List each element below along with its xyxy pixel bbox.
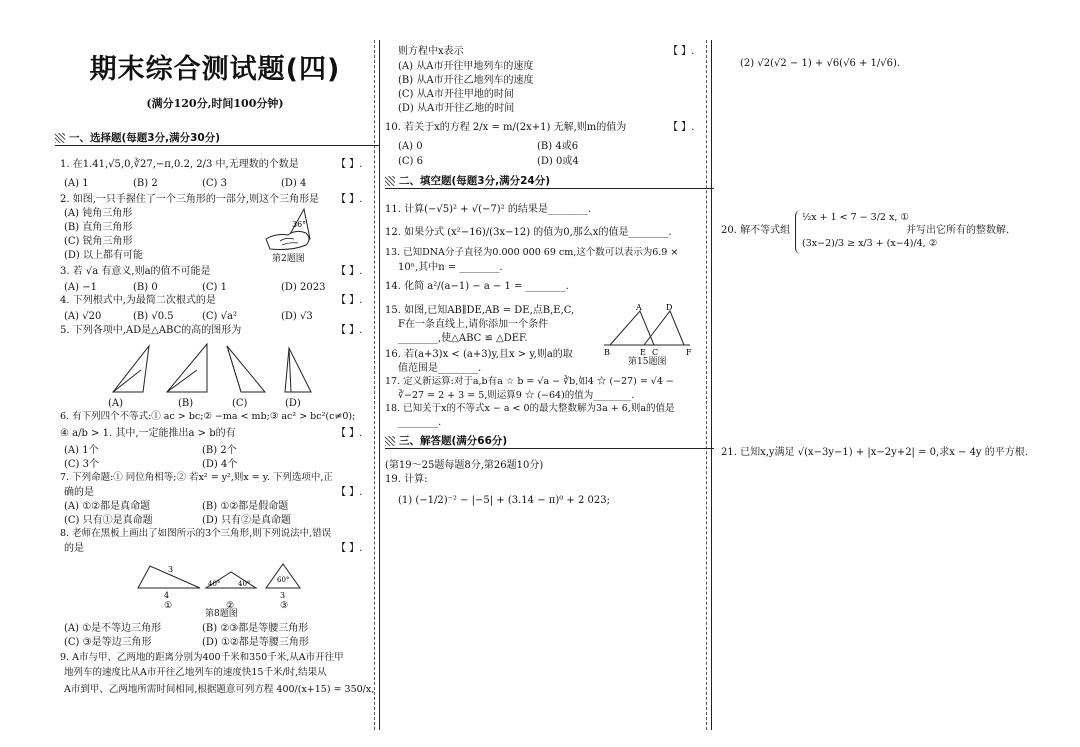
option: (D) √3: [281, 311, 313, 322]
question-20: 20. 解不等式组: [721, 225, 791, 236]
option: (A) 0: [398, 141, 423, 152]
point-label: A: [636, 303, 642, 312]
option: (C) 6: [398, 156, 423, 167]
question-9-line2: 地列车的速度比从A市开往乙地列车的速度快15千米/时,结果从: [64, 667, 327, 678]
question-7-line2: 确的是: [64, 487, 94, 498]
option: (B) 4或6: [537, 141, 579, 152]
option: (B) 直角三角形: [64, 222, 133, 233]
question-13-line2: 10ⁿ,其中n = ________.: [398, 262, 503, 273]
question-8-line2: 的是: [64, 543, 84, 554]
question-19-part1: (1) (−1/2)⁻² − |−5| + (3.14 − π)⁰ + 2 023;: [398, 495, 610, 506]
question-21: 21. 已知x,y满足 √(x−3y−1) + |x−2y+2| = 0,求x − 4y 的平方根.: [721, 447, 1028, 458]
point-label: E: [640, 348, 646, 357]
option: (B) 2个: [202, 445, 237, 456]
answer-bracket: 【 】.: [668, 122, 695, 133]
section-heading-fill: 二、填空题(每题3分,满分24分): [385, 174, 714, 189]
side-label: 4: [164, 591, 170, 600]
option: (C) 1: [202, 282, 227, 293]
option: (A) 1: [64, 178, 89, 189]
question-19: 19. 计算:: [385, 474, 428, 485]
question-15-line3: ________,使△ABC ≌ △DEF.: [398, 333, 528, 344]
question-13-line1: 13. 已知DNA分子直径为0.000 000 69 cm,这个数可以表示为6.9 ×: [385, 247, 679, 258]
question-16-line1: 16. 若(a+3)x < (a+3)y,且x > y,则a的取: [385, 349, 573, 360]
question-7-line1: 7. 下列命题:① 同位角相等;② 若x² = y²,则x = y. 下列选项中,正: [60, 472, 333, 483]
page-subtitle: (满分120分,时间100分钟): [146, 97, 284, 110]
answer-bracket: 【 】.: [336, 325, 363, 336]
question-3: 3. 若 √a 有意义,则a的值不可能是: [60, 266, 211, 277]
answer-bracket: 【 】.: [668, 46, 695, 57]
question-2: 2. 如图,一只手握住了一个三角形的一部分,则这个三角形是: [60, 194, 320, 205]
question-10: 10. 若关于x的方程 2/x = m/(2x+1) 无解,则m的值为: [385, 122, 627, 133]
question-17-line1: 17. 定义新运算:对于a,b有a ☆ b = √a − ∛b,如4 ☆ (−27) = √4 −: [385, 376, 674, 387]
triangle-label: ②: [226, 601, 235, 610]
option: (D) 从A市开往乙地的时间: [398, 103, 515, 114]
question-1: 1. 在1.41,√5,0,∛27,−π,0.2, 2/3 中,无理数的个数是: [60, 159, 299, 170]
triangle-label: ③: [280, 601, 289, 610]
option: (D) ①②都是等腰三角形: [202, 637, 309, 648]
option: (D) 4个: [202, 459, 238, 470]
answer-bracket: 【 】.: [336, 543, 363, 554]
option: (A) −1: [64, 282, 97, 293]
page-title: 期末综合测试题(四): [89, 54, 341, 85]
option: (A): [108, 398, 124, 409]
question-14: 14. 化简 a²/(a−1) − a − 1 = ________.: [385, 281, 569, 292]
option: (D) 2023: [281, 282, 326, 293]
option: (B) √0.5: [133, 311, 174, 322]
section-heading-choice: 一、选择题(每题3分,满分30分): [55, 131, 379, 146]
option: (C) √a²: [202, 311, 237, 322]
point-label: B: [604, 348, 610, 357]
angle-label: 60°: [277, 576, 290, 584]
question-15-line1: 15. 如图,已知AB∥DE,AB = DE,点B,E,C,: [385, 305, 575, 316]
point-label: F: [686, 348, 692, 357]
q15-figure: [600, 303, 700, 359]
question-18-line2: ________.: [398, 417, 442, 428]
option: (A) ①②都是真命题: [64, 501, 151, 512]
figure-caption: 第15题图: [628, 357, 667, 367]
figure-caption: 第2题图: [272, 254, 305, 264]
option: (D) 4: [281, 178, 307, 189]
option: (A) ①是不等边三角形: [64, 623, 162, 634]
question-6-line2: ④ a/b > 1. 其中,一定能推出a > b的有: [60, 428, 236, 439]
angle-label: 40°: [238, 580, 251, 588]
angle-label: 40°: [208, 580, 221, 588]
question-9-line1: 9. A市与甲、乙两地的距离分别为400千米和350千米,从A市开往甲: [60, 652, 344, 663]
option: (D): [285, 398, 301, 409]
question-20-tail: 并写出它所有的整数解.: [906, 225, 1010, 236]
option: (C) 只有①是真命题: [64, 515, 153, 526]
question-5: 5. 下列各项中,AD是△ABC的高的图形为: [60, 325, 242, 336]
answer-bracket: 【 】.: [336, 266, 363, 277]
option: (D) 以上都有可能: [64, 250, 143, 261]
option: (B) 2: [133, 178, 158, 189]
option: (C) 锐角三角形: [64, 236, 133, 247]
question-9-line4: 则方程中x表示: [398, 46, 464, 57]
option: (B) 从A市开往乙地列车的速度: [398, 75, 534, 86]
option: (B): [178, 398, 194, 409]
q5-figures: [105, 340, 325, 398]
option: (C) ③是等边三角形: [64, 637, 152, 648]
question-18-line1: 18. 已知关于x的不等式x − a < 0的最大整数解为3a + 6,则a的值是: [385, 403, 675, 414]
option: (C) 3个: [64, 459, 99, 470]
angle-label: 36°: [292, 220, 307, 229]
triangle-label: ①: [164, 601, 173, 610]
side-label: 3: [168, 565, 174, 574]
answer-bracket: 【 】.: [336, 194, 363, 205]
question-19-part2: (2) √2(√2 − 1) + √6(√6 + 1/√6).: [740, 58, 901, 69]
option: (D) 只有②是真命题: [202, 515, 291, 526]
option: (B) 0: [133, 282, 158, 293]
question-9-line3: A市到甲、乙两地所需时间相同,根据题意可列方程 400/(x+15) = 350/x,: [64, 684, 375, 695]
column-divider: [711, 40, 712, 730]
option: (B) ①②都是假命题: [202, 501, 289, 512]
fold-line: [706, 40, 707, 730]
figure-caption: 第8题图: [205, 609, 238, 619]
inequality-1: ½x + 1 < 7 − 3/2 x, ①: [802, 212, 909, 223]
question-15-line2: F在一条直线上,请你添加一个条件: [398, 319, 549, 330]
question-16-line2: 值范围是________.: [398, 363, 482, 374]
question-4: 4. 下列根式中,为最简二次根式的是: [60, 295, 216, 306]
question-12: 12. 如果分式 (x²−16)/(3x−12) 的值为0,那么x的值是________.: [385, 227, 672, 238]
option: (A) 钝角三角形: [64, 208, 133, 219]
option: (C): [232, 398, 248, 409]
q8-triangles-figure: [130, 558, 320, 610]
side-label: 3: [280, 591, 286, 600]
answer-bracket: 【 】.: [336, 295, 363, 306]
column-divider: [379, 40, 380, 730]
option: (D) 0或4: [537, 156, 579, 167]
question-8-line1: 8. 老师在黑板上画出了如图所示的3个三角形,则下列说法中,错误: [60, 528, 332, 539]
question-6-line1: 6. 有下列四个不等式:① ac > bc;② −ma < mb;③ ac² > bc²(c≠0);: [60, 411, 356, 422]
option: (A) 1个: [64, 445, 99, 456]
section-heading-solve: 三、解答题(满分66分): [385, 434, 714, 449]
option: (A) 从A市开往甲地列车的速度: [398, 61, 534, 72]
question-11: 11. 计算(−√5)² + √(−7)² 的结果是________.: [385, 204, 592, 215]
answer-bracket: 【 】.: [336, 159, 363, 170]
option: (C) 从A市开往甲地的时间: [398, 89, 514, 100]
option: (B) ②③都是等腰三角形: [202, 623, 309, 634]
hand-triangle-figure: [262, 205, 322, 253]
answer-bracket: 【 】.: [336, 487, 363, 498]
option: (A) √20: [64, 311, 102, 322]
inequality-2: (3x−2)/3 ≥ x/3 + (x−4)/4, ②: [802, 238, 938, 249]
option: (C) 3: [202, 178, 227, 189]
point-label: D: [666, 303, 673, 312]
question-17-line2: ∛−27 = 2 + 3 = 5,则运算9 ☆ (−64)的值为________.: [398, 390, 635, 401]
point-label: C: [652, 348, 659, 357]
answer-bracket: 【 】.: [336, 428, 363, 439]
section-note: (第19～25题每题8分,第26题10分): [385, 460, 544, 471]
